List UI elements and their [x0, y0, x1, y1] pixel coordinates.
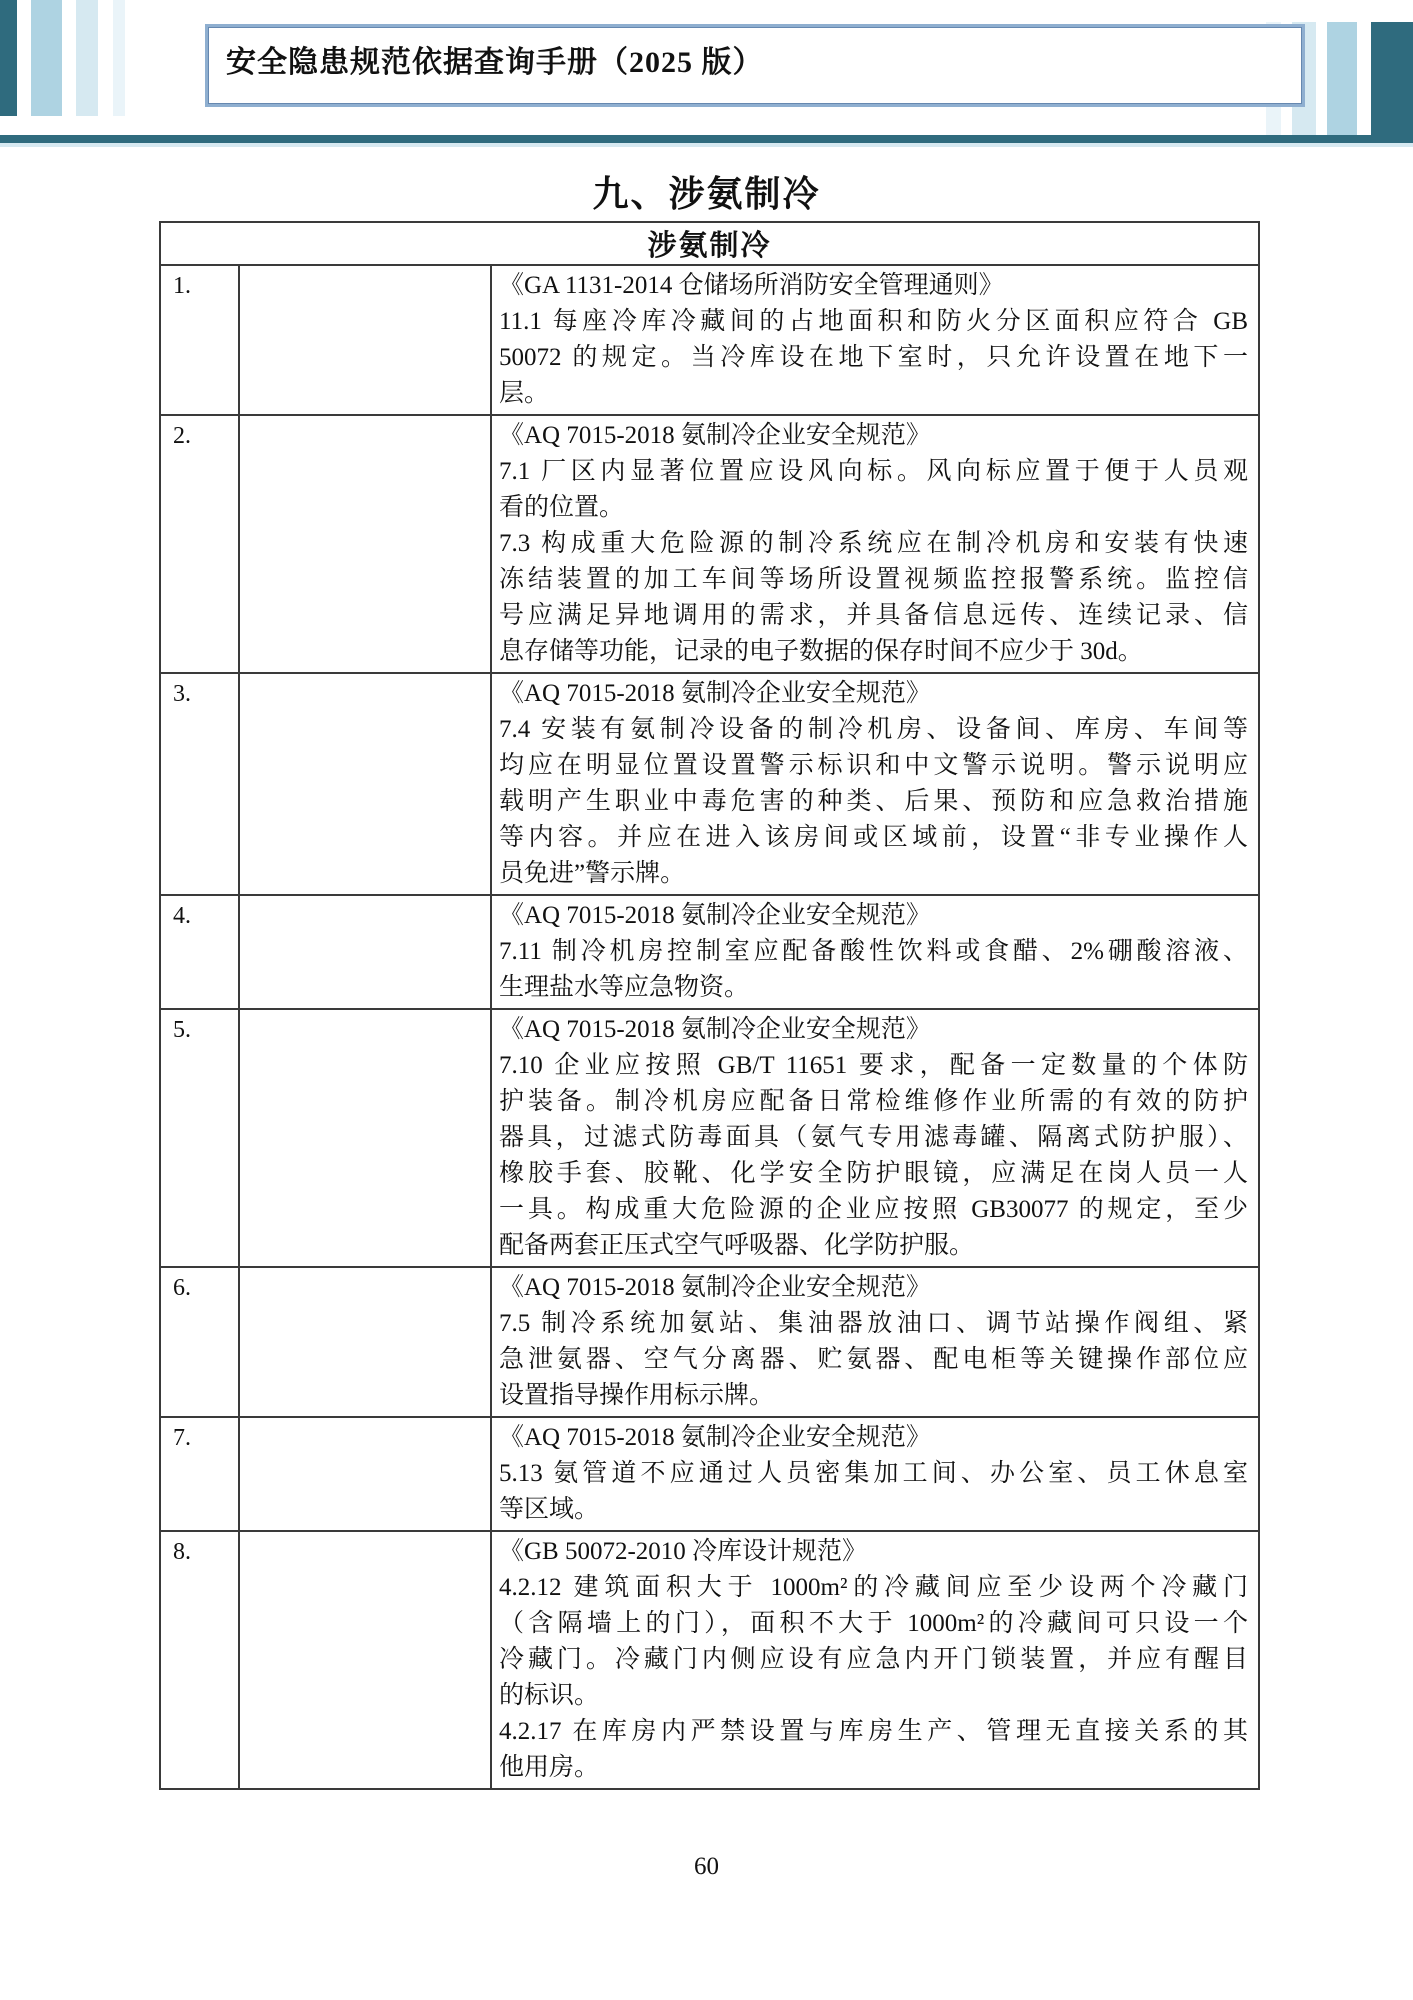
row-ref-cell	[239, 1531, 491, 1789]
table-row	[160, 1009, 1259, 1267]
regulation-line: 设置指导操作用标示牌。	[499, 1382, 775, 1409]
table-row	[160, 1531, 1259, 1789]
row-regulation-text	[491, 895, 1259, 1009]
regulation-line: 《GB 50072-2010 冷库设计规范》	[499, 1538, 868, 1565]
regulation-line: 7.4 安装有氨制冷设备的制冷机房、设备间、库房、车间等	[499, 716, 1248, 743]
table-row	[160, 673, 1259, 895]
regulation-line: （含隔墙上的门），面积不大于 1000m²的冷藏间可只设一个	[499, 1610, 1248, 1637]
regulation-table	[159, 221, 1260, 1790]
regulation-line: 5.13 氨管道不应通过人员密集加工间、办公室、员工休息室	[499, 1460, 1248, 1487]
row-regulation-text	[491, 673, 1259, 895]
regulation-line: 《AQ 7015-2018 氨制冷企业安全规范》	[499, 1274, 931, 1301]
row-ref-cell	[239, 1417, 491, 1531]
table-title: 涉氨制冷	[160, 222, 1259, 265]
table-row	[160, 895, 1259, 1009]
regulation-line: 等内容。并应在进入该房间或区域前，设置“非专业操作人	[499, 824, 1248, 851]
row-number: 8.	[160, 1531, 239, 1789]
row-regulation-text	[491, 1531, 1259, 1789]
corner-stripe-dark-left	[0, 0, 17, 116]
row-number: 2.	[160, 415, 239, 673]
regulation-line: 载明产生职业中毒危害的种类、后果、预防和应急救治措施	[499, 788, 1248, 815]
row-regulation-text	[491, 1417, 1259, 1531]
corner-stripe-faint-left	[113, 0, 125, 116]
corner-stripe-medium-right	[1327, 22, 1357, 138]
row-regulation-text	[491, 265, 1259, 415]
regulation-line: 急泄氨器、空气分离器、贮氨器、配电柜等关键操作部位应	[499, 1346, 1248, 1373]
row-number: 3.	[160, 673, 239, 895]
row-number: 4.	[160, 895, 239, 1009]
regulation-line: 一具。构成重大危险源的企业应按照 GB30077 的规定，至少	[499, 1196, 1248, 1223]
regulation-line: 7.3 构成重大危险源的制冷系统应在制冷机房和安装有快速	[499, 530, 1248, 557]
row-ref-cell	[239, 415, 491, 673]
regulation-line: 4.2.17 在库房内严禁设置与库房生产、管理无直接关系的其	[499, 1718, 1248, 1745]
row-regulation-text	[491, 1009, 1259, 1267]
regulation-line: 员免进”警示牌。	[499, 860, 686, 887]
regulation-line: 《AQ 7015-2018 氨制冷企业安全规范》	[499, 1424, 931, 1451]
regulation-line: 7.5 制冷系统加氨站、集油器放油口、调节站操作阀组、紧	[499, 1310, 1248, 1337]
regulation-line: 7.10 企业应按照 GB/T 11651 要求，配备一定数量的个体防	[499, 1052, 1248, 1079]
row-ref-cell	[239, 1009, 491, 1267]
row-number: 5.	[160, 1009, 239, 1267]
regulation-line: 4.2.12 建筑面积大于 1000m²的冷藏间应至少设两个冷藏门	[499, 1574, 1248, 1601]
header-title: 安全隐患规范依据查询手册（2025 版）	[226, 45, 764, 79]
regulation-line: 《AQ 7015-2018 氨制冷企业安全规范》	[499, 422, 931, 449]
regulation-line: 的标识。	[499, 1682, 600, 1709]
regulation-line: 配备两套正压式空气呼吸器、化学防护服。	[499, 1232, 975, 1259]
regulation-line: 《AQ 7015-2018 氨制冷企业安全规范》	[499, 902, 931, 929]
header-title-box	[205, 24, 1305, 107]
table-header-row	[160, 222, 1259, 265]
header-divider-bar	[0, 135, 1413, 143]
row-ref-cell	[239, 673, 491, 895]
row-regulation-text	[491, 415, 1259, 673]
regulation-line: 《GA 1131-2014 仓储场所消防安全管理通则》	[499, 272, 1004, 299]
regulation-line: 他用房。	[499, 1754, 600, 1781]
table-row	[160, 265, 1259, 415]
regulation-line: 《AQ 7015-2018 氨制冷企业安全规范》	[499, 1016, 931, 1043]
row-ref-cell	[239, 265, 491, 415]
table-row	[160, 1417, 1259, 1531]
regulation-line: 冷藏门。冷藏门内侧应设有应急内开门锁装置，并应有醒目	[499, 1646, 1248, 1673]
page-number: 60	[694, 1853, 719, 1880]
corner-stripe-light-left	[76, 0, 98, 116]
regulation-line: 7.1 厂区内显著位置应设风向标。风向标应置于便于人员观	[499, 458, 1248, 485]
regulation-table-body	[160, 265, 1259, 1789]
regulation-line: 息存储等功能，记录的电子数据的保存时间不应少于 30d。	[499, 638, 1143, 665]
row-number: 1.	[160, 265, 239, 415]
regulation-line: 《AQ 7015-2018 氨制冷企业安全规范》	[499, 680, 931, 707]
regulation-line: 均应在明显位置设置警示标识和中文警示说明。警示说明应	[499, 752, 1248, 779]
regulation-line: 号应满足异地调用的需求，并具备信息远传、连续记录、信	[499, 602, 1248, 629]
regulation-line: 橡胶手套、胶靴、化学安全防护眼镜，应满足在岗人员一人	[499, 1160, 1248, 1187]
row-number: 6.	[160, 1267, 239, 1417]
regulation-line: 器具，过滤式防毒面具（氨气专用滤毒罐、隔离式防护服）、	[499, 1124, 1248, 1151]
corner-stripe-dark-right	[1371, 22, 1413, 143]
regulation-line: 50072 的规定。当冷库设在地下室时，只允许设置在地下一	[499, 344, 1248, 371]
regulation-line: 11.1 每座冷库冷藏间的占地面积和防火分区面积应符合 GB	[499, 308, 1248, 335]
header-divider-bar-light	[0, 143, 1413, 147]
regulation-line: 护装备。制冷机房应配备日常检维修作业所需的有效的防护	[499, 1088, 1248, 1115]
regulation-line: 等区域。	[499, 1496, 600, 1523]
regulation-line: 看的位置。	[499, 494, 625, 521]
regulation-line: 7.11 制冷机房控制室应配备酸性饮料或食醋、2%硼酸溶液、	[499, 938, 1248, 965]
row-ref-cell	[239, 1267, 491, 1417]
table-row	[160, 415, 1259, 673]
regulation-line: 冻结装置的加工车间等场所设置视频监控报警系统。监控信	[499, 566, 1248, 593]
row-regulation-text	[491, 1267, 1259, 1417]
row-number: 7.	[160, 1417, 239, 1531]
corner-stripe-medium-left	[31, 0, 62, 116]
row-ref-cell	[239, 895, 491, 1009]
table-row	[160, 1267, 1259, 1417]
section-title: 九、涉氨制冷	[592, 174, 821, 214]
regulation-line: 层。	[499, 380, 550, 407]
regulation-line: 生理盐水等应急物资。	[499, 974, 750, 1001]
